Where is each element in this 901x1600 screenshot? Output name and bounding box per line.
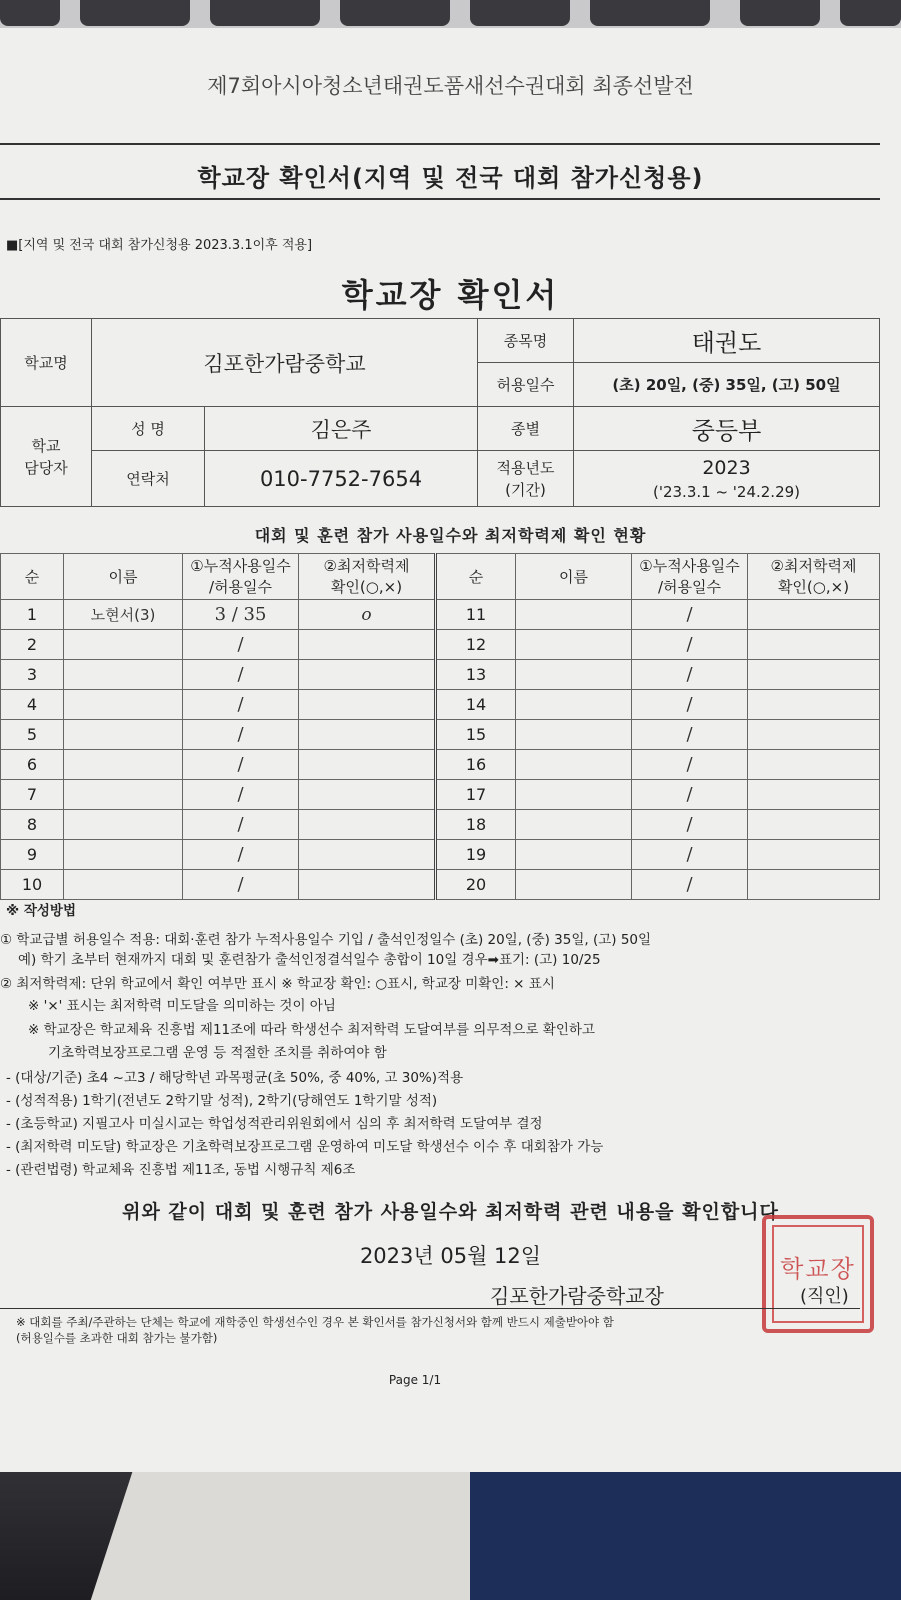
- row-name-right: [516, 660, 632, 690]
- method-line-8: - (성적적용) 1학기(전년도 2학기말 성적), 2학기(당해연도 1학기말 성적): [6, 1093, 438, 1109]
- apply-note: ■[지역 및 전국 대회 참가신청용 2023.3.1이후 적용]: [6, 238, 313, 253]
- method-line-5: ※ 학교장은 학교체육 진흥법 제11조에 따라 학생선수 최저학력 도달여부를 의무적으로 확인하고: [28, 1022, 595, 1038]
- row-days-right: /: [632, 720, 748, 750]
- method-heading: ※ 작성방법: [6, 903, 76, 919]
- row-academic-right: [748, 720, 880, 750]
- row-name: [64, 780, 183, 810]
- row-academic-right: [748, 660, 880, 690]
- col-days-right: ①누적사용일수 /허용일수: [632, 554, 748, 600]
- row-days: /: [183, 660, 299, 690]
- method-line-11: - (관련법령) 학교체육 진흥법 제11조, 동법 시행규칙 제6조: [6, 1162, 356, 1178]
- row-no-right: 18: [436, 810, 516, 840]
- row-name-right: [516, 600, 632, 630]
- row-days-right: /: [632, 660, 748, 690]
- method-line-7: - (대상/기준) 초4 ~고3 / 해당학년 과목평균(초 50%, 중 40%, 고 30%)적용: [6, 1070, 464, 1086]
- sport-value: 태권도: [574, 319, 880, 363]
- row-days-right: /: [632, 840, 748, 870]
- footer-note-2: (허용일수를 초과한 대회 참가는 불가함): [16, 1331, 218, 1345]
- row-no: 9: [1, 840, 64, 870]
- row-name-right: [516, 780, 632, 810]
- row-no: 2: [1, 630, 64, 660]
- year-value: 2023: [702, 456, 751, 479]
- table-row: [1, 750, 880, 780]
- row-no-right: 17: [436, 780, 516, 810]
- confirm-statement: 위와 같이 대회 및 훈련 참가 사용일수와 최저학력 관련 내용을 확인합니다: [122, 1201, 779, 1223]
- row-academic: [299, 810, 436, 840]
- school-value: 김포한가람중학교: [92, 319, 478, 407]
- document-title: 학교장 확인서(지역 및 전국 대회 참가신청용): [197, 164, 704, 192]
- division-value: 중등부: [574, 407, 880, 451]
- year-label: 적용년도 (기간): [478, 451, 574, 507]
- row-academic-right: [748, 780, 880, 810]
- row-days-right: /: [632, 690, 748, 720]
- row-academic: [299, 690, 436, 720]
- row-days: /: [183, 690, 299, 720]
- row-no-right: 11: [436, 600, 516, 630]
- header-rule: [0, 143, 880, 145]
- table-row: [1, 630, 880, 660]
- row-days: /: [183, 810, 299, 840]
- row-days: 3 / 35: [183, 600, 299, 630]
- col-no: 순: [1, 554, 64, 600]
- table-row: [1, 780, 880, 810]
- method-line-1: ① 학교급별 허용일수 적용: 대회·훈련 참가 누적사용일수 기입 / 출석인정일수 (초) 20일, (중) 35일, (고) 50일: [0, 932, 652, 948]
- row-academic-right: [748, 600, 880, 630]
- row-days-right: /: [632, 870, 748, 900]
- row-no: 5: [1, 720, 64, 750]
- row-no-right: 16: [436, 750, 516, 780]
- row-name: [64, 840, 183, 870]
- col-no-right: 순: [436, 554, 516, 600]
- col-days: ①누적사용일수 /허용일수: [183, 554, 299, 600]
- division-label: 종별: [478, 407, 574, 451]
- table-row: [1, 870, 880, 900]
- row-name: [64, 630, 183, 660]
- keyboard-key: [80, 0, 190, 26]
- row-name: [64, 690, 183, 720]
- row-days: /: [183, 870, 299, 900]
- school-label: 학교명: [1, 319, 92, 407]
- keyboard-key: [740, 0, 820, 26]
- method-line-4: ※ '×' 표시는 최저학력 미도달을 의미하는 것이 아님: [28, 998, 336, 1014]
- row-name: [64, 870, 183, 900]
- row-name-right: [516, 810, 632, 840]
- method-line-6: 기초학력보장프로그램 운영 등 적절한 조치를 취하여야 함: [48, 1045, 387, 1061]
- page-number: Page 1/1: [388, 1373, 442, 1387]
- keyboard-key: [590, 0, 710, 26]
- method-line-9: - (초등학교) 지필고사 미실시교는 학업성적관리위원회에서 심의 후 최저학력 도달여부 결정: [6, 1116, 543, 1132]
- row-academic: [299, 750, 436, 780]
- row-no: 8: [1, 810, 64, 840]
- status-subtitle: 대회 및 훈련 참가 사용일수와 최저학력제 확인 현황: [254, 526, 647, 545]
- name-value: 김은주: [205, 407, 478, 451]
- year-period: ('23.3.1 ~ '24.2.29): [652, 482, 801, 501]
- title-rule: [0, 198, 880, 200]
- row-days-right: /: [632, 600, 748, 630]
- row-no-right: 13: [436, 660, 516, 690]
- row-name: 노현서(3): [64, 600, 183, 630]
- year-cell: [574, 451, 880, 507]
- row-days: /: [183, 780, 299, 810]
- footer-rule: [0, 1308, 860, 1309]
- contact-label: 연락처: [92, 451, 205, 507]
- row-academic: [299, 840, 436, 870]
- table-row: [1, 600, 880, 630]
- table-row: [1, 660, 880, 690]
- row-no: 10: [1, 870, 64, 900]
- row-no-right: 19: [436, 840, 516, 870]
- seal-mark: (직인): [800, 1286, 849, 1307]
- main-title: 학교장 확인서: [341, 276, 560, 314]
- row-days: /: [183, 630, 299, 660]
- row-academic: [299, 720, 436, 750]
- method-line-2: 예) 학기 초부터 현재까지 대회 및 훈련참가 출석인정결석일수 총합이 10일 경우➡표기: (고) 10/25: [18, 952, 601, 968]
- method-line-3: ② 최저학력제: 단위 학교에서 확인 여부만 표시 ※ 학교장 확인: ○표시, 학교장 미확인: × 표시: [0, 976, 555, 992]
- status-table: [0, 553, 880, 900]
- allowed-days-label: 허용일수: [478, 363, 574, 407]
- row-days: /: [183, 750, 299, 780]
- allowed-days-value: (초) 20일, (중) 35일, (고) 50일: [574, 363, 880, 407]
- row-days-right: /: [632, 750, 748, 780]
- row-academic-right: [748, 870, 880, 900]
- table-row: [1, 810, 880, 840]
- row-no: 4: [1, 690, 64, 720]
- row-academic-right: [748, 840, 880, 870]
- keyboard-key: [470, 0, 570, 26]
- row-days-right: /: [632, 810, 748, 840]
- row-no-right: 12: [436, 630, 516, 660]
- table-row: [1, 690, 880, 720]
- col-academic: ②최저학력제 확인(○,×): [299, 554, 436, 600]
- row-no: 3: [1, 660, 64, 690]
- row-no-right: 14: [436, 690, 516, 720]
- contact-value: 010-7752-7654: [205, 451, 478, 507]
- keyboard-key: [840, 0, 901, 26]
- col-name: 이름: [64, 554, 183, 600]
- row-academic-right: [748, 750, 880, 780]
- row-no-right: 15: [436, 720, 516, 750]
- row-name-right: [516, 720, 632, 750]
- row-name: [64, 660, 183, 690]
- footer-note-1: ※ 대회를 주최/주관하는 단체는 학교에 재학중인 학생선수인 경우 본 확인서를 참가신청서와 함께 반드시 제출받아야 함: [16, 1315, 614, 1329]
- school-head: 김포한가람중학교장: [490, 1284, 664, 1308]
- info-table: [0, 318, 880, 507]
- row-academic: [299, 870, 436, 900]
- keyboard-key: [0, 0, 60, 26]
- row-name: [64, 810, 183, 840]
- row-academic: o: [299, 600, 436, 630]
- row-name-right: [516, 630, 632, 660]
- table-row: [1, 840, 880, 870]
- row-days: /: [183, 720, 299, 750]
- row-no: 1: [1, 600, 64, 630]
- keyboard-key: [210, 0, 320, 26]
- keyboard-key: [340, 0, 450, 26]
- row-academic-right: [748, 690, 880, 720]
- row-days-right: /: [632, 780, 748, 810]
- table-row: [1, 720, 880, 750]
- status-table-body: [1, 554, 880, 900]
- row-academic: [299, 780, 436, 810]
- row-name: [64, 720, 183, 750]
- seal-text: 학교장: [780, 1255, 856, 1283]
- row-academic: [299, 630, 436, 660]
- row-name: [64, 750, 183, 780]
- row-academic-right: [748, 810, 880, 840]
- row-name-right: [516, 840, 632, 870]
- row-name-right: [516, 690, 632, 720]
- sport-label: 종목명: [478, 319, 574, 363]
- row-days: /: [183, 840, 299, 870]
- event-title: 제7회아시아청소년태권도품새선수권대회 최종선발전: [207, 74, 694, 98]
- col-academic-right: ②최저학력제 확인(○,×): [748, 554, 880, 600]
- row-days-right: /: [632, 630, 748, 660]
- col-name-right: 이름: [516, 554, 632, 600]
- name-label: 성 명: [92, 407, 205, 451]
- row-name-right: [516, 750, 632, 780]
- row-no: 6: [1, 750, 64, 780]
- row-no: 7: [1, 780, 64, 810]
- row-academic-right: [748, 630, 880, 660]
- school-seal: [762, 1215, 874, 1333]
- confirm-date: 2023년 05월 12일: [359, 1244, 542, 1268]
- row-no-right: 20: [436, 870, 516, 900]
- method-line-10: - (최저학력 미도달) 학교장은 기초학력보장프로그램 운영하여 미도달 학생선수 이수 후 대회참가 가능: [6, 1139, 604, 1155]
- row-academic: [299, 660, 436, 690]
- row-name-right: [516, 870, 632, 900]
- manager-label: 학교 담당자: [1, 407, 92, 507]
